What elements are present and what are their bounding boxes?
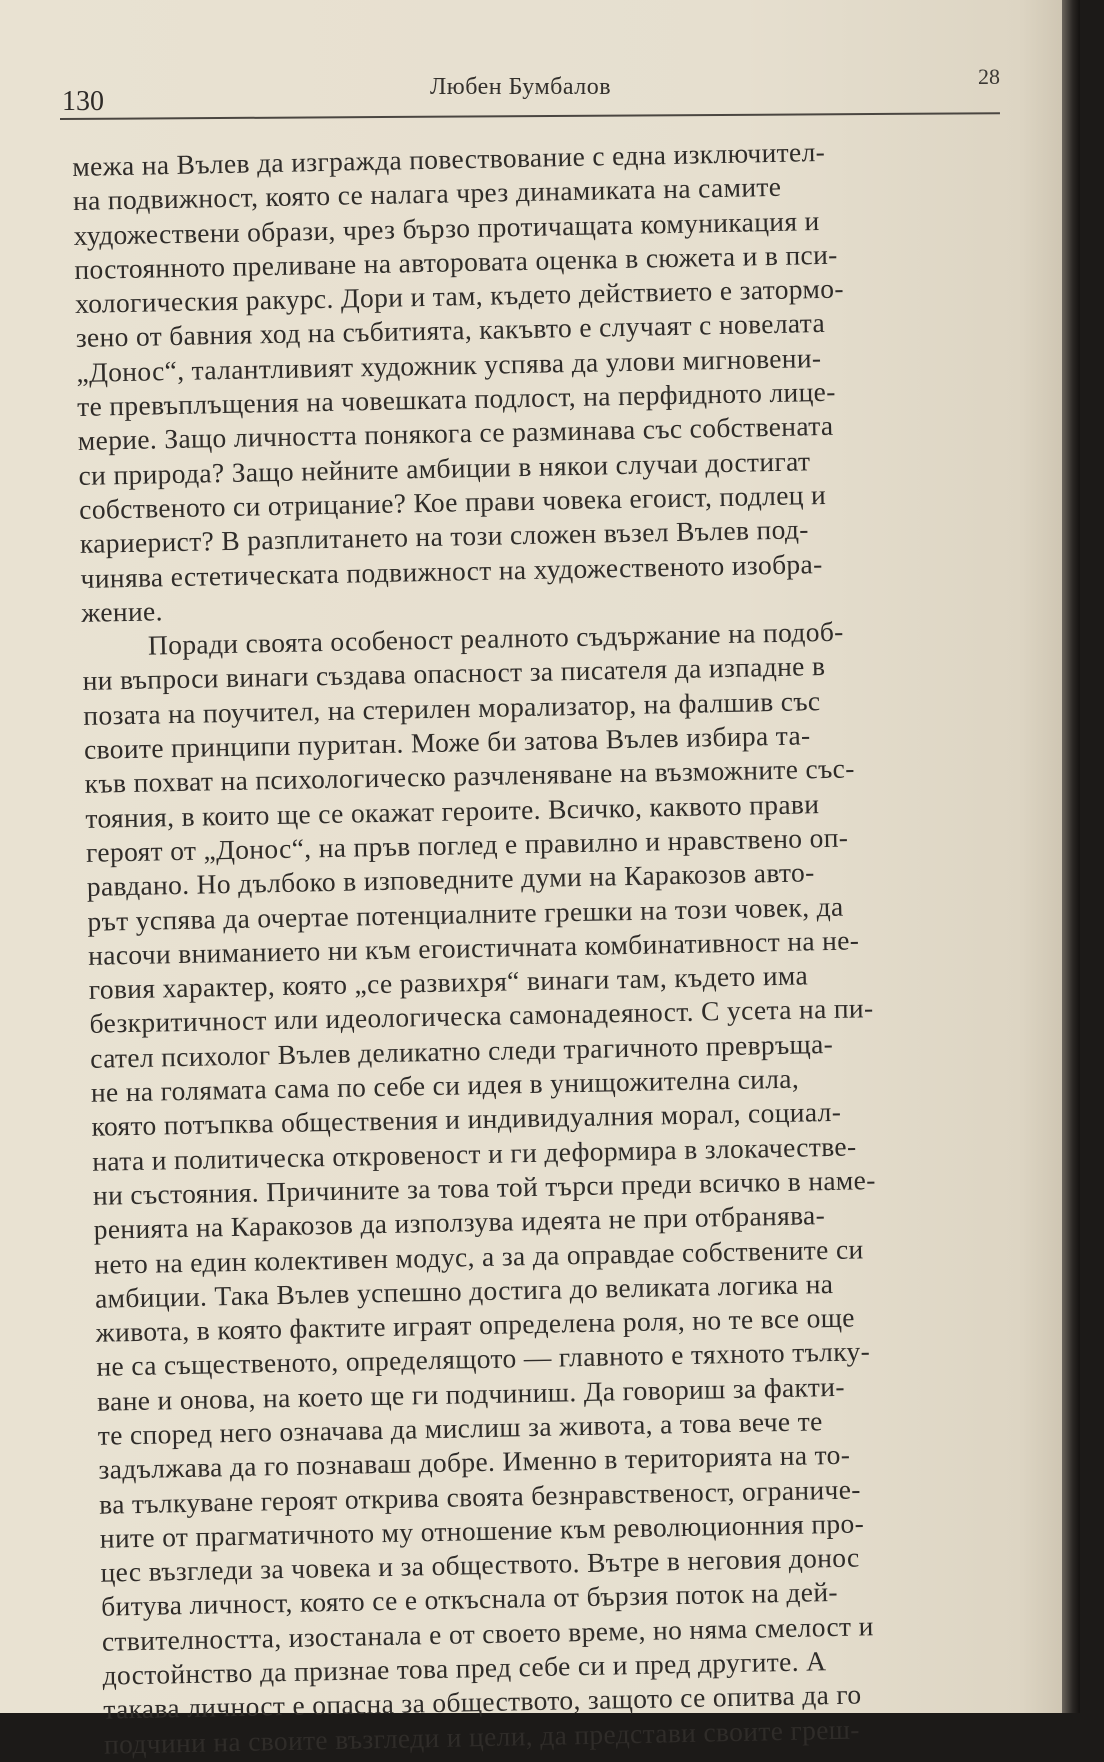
text-line: не на голямата сама по себе си идея в унищожителна сила, — [90, 1062, 800, 1108]
text-line: ни състояния. Причините за това той търси преди всичко в наме- — [92, 1163, 876, 1211]
text-line: цес възгледи за човека и за обществото. Вътре в неговия донос — [100, 1541, 860, 1588]
text-line: насочи вниманието ни към егоистичната комбинативност на не- — [87, 924, 860, 971]
text-line: межа на Вълев да изгражда повествование с една изключител- — [72, 135, 826, 182]
page-number: 130 — [62, 86, 104, 117]
text-line: ните от прагматичното му отношение към революционния про- — [99, 1507, 865, 1554]
text-line: мерие. Защо личността понякога се разминава със собствената — [77, 410, 834, 457]
text-line: безкритичност или идеологическа самонадеяност. С усета на пи- — [89, 992, 874, 1040]
text-line: жение. — [80, 595, 164, 628]
text-line: рът успява да очертае потенциалните грешки на този човек, да — [87, 890, 844, 937]
header-rule — [60, 112, 1000, 120]
text-line: която потъпква обществения и индивидуалния морал, социал- — [91, 1096, 842, 1143]
text-line: те според него означава да мислиш за живота, а това вече те — [97, 1405, 823, 1451]
text-line: ната и политическа откровеност и ги деформира в злокачестве- — [91, 1130, 857, 1177]
text-line: чинява естетическата подвижност на художественото изобра- — [80, 547, 823, 594]
text-line: подчини на своите възгледи и цели, да представи своите греш- — [103, 1713, 861, 1760]
text-line: на подвижност, която се налага чрез динамиката на самите — [72, 171, 782, 217]
text-line: битува личност, която се е откъснала от бързия поток на дей- — [100, 1576, 839, 1623]
text-line: „Донос“, талантливият художник успява да улови мигновени- — [76, 341, 822, 388]
paragraph-start-line: Поради своята особеност реалното съдържание на подоб- — [147, 615, 844, 661]
body-text — [72, 130, 1104, 1762]
text-line: своите принципи пуритан. Може би затова Вълев избира та- — [83, 719, 811, 765]
text-line: позата на поучител, на стерилен морализатор, на фалшив със — [83, 684, 821, 731]
text-line: те превъплъщения на човешката подлост, на перфидното лице- — [76, 375, 836, 423]
text-line: къв похват на психологическо разчленяване на възможните със- — [84, 752, 855, 800]
text-line: ване и онова, на което ще ги подчиниш. Да говориш за факти- — [96, 1370, 846, 1417]
text-line: постоянното преливане на авторовата оценка в сюжета и в пси- — [74, 238, 838, 285]
text-line: сател психолог Вълев деликатно следи трагичното превръща- — [89, 1027, 834, 1074]
text-line: не са същественото, определящото — главното е тяхното тълку- — [96, 1335, 871, 1383]
text-line: ни въпроси винаги създава опасност за писателя да изпадне в — [82, 650, 826, 697]
text-line: си природа? Защо нейните амбиции в някои случаи достигат — [78, 444, 811, 491]
text-line: кариерист? В разплитането на този сложен възел Вълев под- — [79, 513, 810, 560]
book-spine-shadow — [1062, 0, 1080, 1713]
text-line: героят от „Донос“, на пръв поглед е правилно и нравствено оп- — [85, 821, 849, 868]
text-line: такава личност е опасна за обществото, защото се опитва да го — [102, 1678, 862, 1726]
text-line: ствителността, изостанала е от своето време, но няма смелост и — [101, 1609, 874, 1657]
text-line: достойнство да признае това пред себе си и пред другите. А — [102, 1645, 827, 1691]
text-line: амбиции. Така Вълев успешно достига до великата логика на — [94, 1267, 834, 1314]
text-line: ва тълкуване героят открива своята безнравственост, ограниче- — [98, 1473, 862, 1520]
running-head-author: Любен Бумбалов — [430, 74, 612, 100]
text-line: зено от бавния ход на събитията, какъвто е случаят с новелата — [75, 307, 826, 354]
text-line: говия характер, която „се развихря“ винаги там, където има — [88, 959, 809, 1005]
page-header — [60, 62, 1005, 120]
text-line: художествени образи, чрез бързо протичащата комуникация и — [73, 204, 820, 251]
text-line: задължава да го познаваш добре. Именно в територията на то- — [98, 1438, 851, 1486]
text-line: ренията на Каракозов да използува идеята не при отбранява- — [93, 1199, 826, 1245]
text-line: нето на един колективен модус, а за да оправдае собствените си — [94, 1232, 864, 1280]
text-line: равдано. Но дълбоко в изповедните думи на Каракозов авто- — [86, 856, 815, 903]
sheet-number: 28 — [978, 64, 1000, 89]
text-line: хологическия ракурс. Дори и там, където действието е затормо- — [74, 272, 845, 320]
text-line: собственото си отрицание? Кое прави човека егоист, подлец и — [78, 478, 827, 525]
text-line: тояния, в които ще се окажат героите. Всичко, каквото прави — [85, 787, 820, 834]
text-line: живота, в която фактите играят определена роля, но те все още — [95, 1301, 856, 1348]
